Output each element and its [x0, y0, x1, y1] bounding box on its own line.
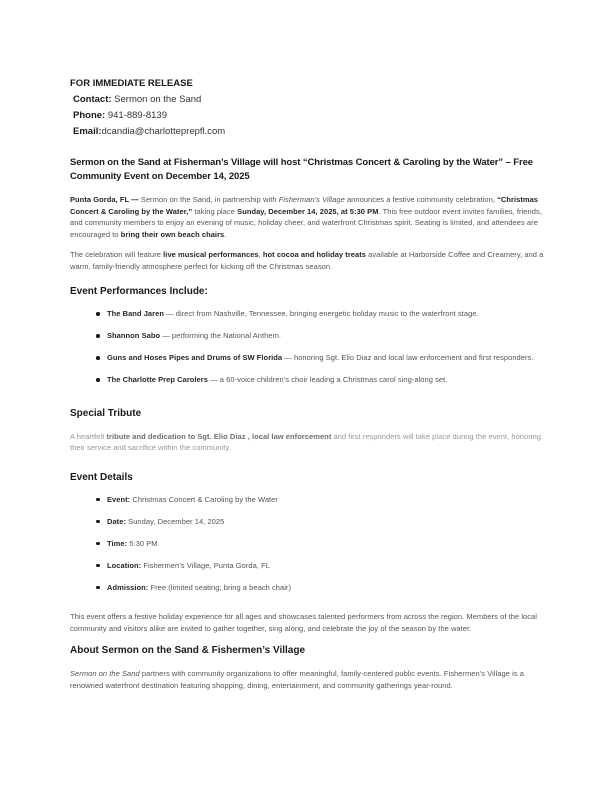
about-paragraph [70, 668, 546, 691]
performance-item [70, 308, 546, 320]
phone-value: 941-889-8139 [105, 110, 168, 121]
contact-line [70, 92, 546, 108]
performance-description: — direct from Nashville, Tennessee, bringing energetic holiday music to the waterfront stage. [163, 309, 479, 318]
text-run: Punta Gorda, FL — [70, 195, 141, 204]
closing-paragraph: This event offers a festive holiday experience for all ages and showcases talented performers from across the region. Members of the local community and visitors alike are invited to gather together, sing along, and celebrate the joy of the season by the water. [70, 612, 537, 633]
bullet-dot [96, 542, 100, 546]
performance-description: — performing the National Anthem. [160, 331, 282, 340]
email-line [70, 124, 546, 140]
text-run: Sermon on the Sand [70, 669, 140, 678]
performance-description: — honoring Sgt. Elio Diaz and local law enforcement and first responders. [282, 353, 534, 362]
performance-name: The Band Jaren [107, 309, 164, 318]
text-run: Sermon on the Sand, in partnership with [140, 195, 279, 204]
text-run: partners with community organizations to offer meaningful, family-centered public events. Fishermen’s Village is a renowned waterfront destination featuring shopping, dining, entertainment, and community gatherings year-round. [70, 669, 524, 690]
bullet-dot [96, 564, 100, 568]
detail-label: Admission: [107, 582, 149, 592]
text-run: announces a festive community celebration, [344, 195, 498, 204]
detail-value: Christmas Concert & Caroling by the Water [130, 494, 278, 504]
text-run: The celebration will feature [70, 250, 164, 259]
bullet-dot [96, 312, 100, 316]
tribute-paragraph [70, 431, 546, 454]
bullet-dot [96, 520, 100, 524]
performance-item [70, 330, 546, 342]
heading-performances: Event Performances Include: [70, 286, 208, 297]
detail-label: Event: [107, 494, 131, 504]
email-label: Email: [73, 126, 102, 137]
intro-paragraph [70, 194, 546, 240]
heading-special-tribute: Special Tribute [70, 407, 142, 419]
phone-line [70, 108, 546, 124]
detail-label: Time: [107, 538, 128, 548]
performance-item [70, 374, 546, 386]
performance-description: — a 60-voice children’s choir leading a Christmas carol sing-along set. [207, 375, 448, 384]
text-run: taking place [192, 206, 238, 216]
detail-value: 5:30 PM [127, 538, 158, 548]
heading-about: About Sermon on the Sand & Fishermen’s Village [70, 645, 306, 656]
bullet-dot [96, 334, 100, 338]
text-run: hot cocoa and holiday treats [262, 250, 367, 259]
text-run: live musical performances [163, 250, 259, 259]
detail-item [70, 560, 546, 572]
detail-item [70, 538, 546, 550]
feature-paragraph [70, 249, 546, 272]
detail-label: Location: [107, 560, 142, 570]
text-run: . This free outdoor event invites families, friends, and community members to enjoy an evening of music, holiday cheer, and waterfront Christmas spirit. Seating is limited, and attendees are encouraged to [70, 206, 542, 239]
text-run: Fisherman’s Village [278, 195, 345, 204]
contact-value: Sermon on the Sand [111, 94, 202, 105]
detail-value: Fishermen’s Village, Punta Gorda, FL [141, 560, 270, 570]
text-run: available at Harborside Coffee and Creamery, and a warm, family-friendly atmosphere perfect for kicking off the Christmas season. [70, 250, 544, 271]
contact-label: Contact: [73, 94, 112, 105]
text-run: “Christmas Concert & Caroling by the Water,” [70, 195, 539, 216]
detail-value: Sunday, December 14, 2025 [126, 516, 225, 526]
performances-list [70, 308, 546, 386]
email-value: dcandia@charlotteprepfl.com [101, 126, 226, 137]
bullet-dot [96, 356, 100, 360]
page-content [70, 76, 546, 691]
release-text: FOR IMMEDIATE RELEASE [70, 78, 193, 89]
bullet-dot [96, 498, 100, 502]
text-run: . [224, 229, 227, 239]
detail-item [70, 516, 546, 528]
performance-name: The Charlotte Prep Carolers [107, 375, 208, 384]
phone-label: Phone: [73, 110, 106, 121]
release-line [70, 76, 546, 92]
text-run: tribute and dedication to Sgt. Elio Diaz , local law enforcement [106, 431, 332, 441]
heading-event-details: Event Details [70, 471, 133, 483]
headline: Sermon on the Sand at Fisherman’s Village will host “Christmas Concert & Caroling by the Water” – Free Community Event on December 14, 2025 [70, 157, 533, 182]
detail-value: Free (limited seating; bring a beach chair) [148, 582, 292, 592]
text-run: Sunday, December 14, 2025, at 5:30 PM [237, 206, 379, 216]
text-run: A heartfelt [70, 431, 107, 441]
detail-item [70, 582, 546, 594]
details-list [70, 494, 546, 594]
bullet-dot [96, 586, 100, 590]
performance-item [70, 352, 546, 364]
performance-name: Shannon Sabo [107, 331, 161, 340]
detail-item [70, 494, 546, 506]
bullet-dot [96, 378, 100, 382]
text-run: and first responders will take place during the event, honoring their service and sacrifice within the community. [70, 431, 541, 452]
performance-name: Guns and Hoses Pipes and Drums of SW Florida [107, 353, 283, 362]
detail-label: Date: [107, 516, 127, 526]
text-run: , [258, 250, 263, 259]
text-run: bring their own beach chairs [120, 229, 225, 239]
